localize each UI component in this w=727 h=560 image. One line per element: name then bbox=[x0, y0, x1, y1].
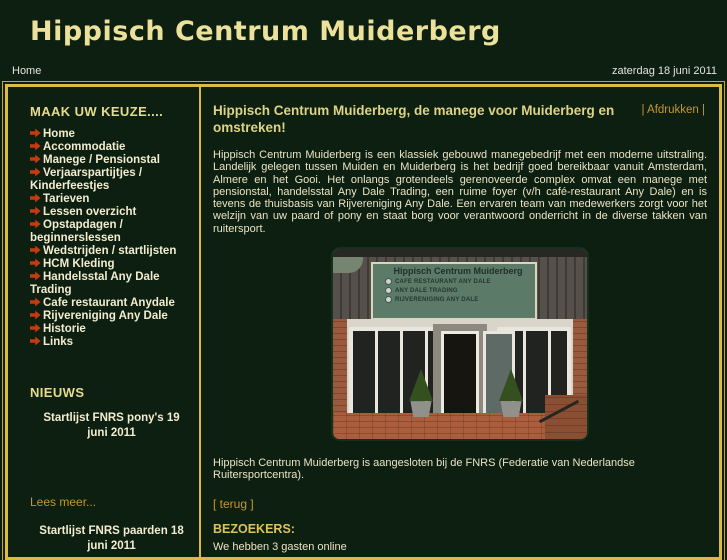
site-title: Hippisch Centrum Muiderberg bbox=[30, 16, 501, 47]
sidebar-item-label: Verjaarspartijtjes / Kinderfeestjes bbox=[30, 167, 143, 192]
sidebar-item-cafe-restaurant[interactable] bbox=[30, 297, 193, 310]
sidebar-item-label: Rijvereniging Any Dale bbox=[43, 310, 168, 322]
menu-heading: MAAK UW KEUZE.... bbox=[30, 104, 164, 119]
arrow-icon bbox=[30, 297, 41, 307]
sidebar-item-verjaarspartijtjes[interactable] bbox=[30, 167, 193, 193]
arrow-icon bbox=[30, 128, 41, 138]
photo-roof-ridge bbox=[333, 249, 587, 257]
photo-sign-line-label: CAFE RESTAURANT ANY DALE bbox=[395, 278, 491, 285]
sidebar-item-tarieven[interactable] bbox=[30, 193, 193, 206]
main-menu bbox=[30, 128, 193, 349]
photo-sign-line-label: ANY DALE TRADING bbox=[395, 287, 458, 294]
sign-bullet-icon bbox=[385, 296, 392, 303]
top-bar bbox=[0, 47, 727, 80]
sidebar-item-lessen-overzicht[interactable] bbox=[30, 206, 193, 219]
home-link[interactable]: Home bbox=[12, 65, 42, 77]
news-item-ponys[interactable]: Startlijst FNRS pony's 19 juni 2011 bbox=[43, 412, 180, 439]
sidebar-item-label: Handelsstal Any Dale Trading bbox=[30, 271, 160, 296]
sidebar-item-label: Wedstrijden / startlijsten bbox=[43, 245, 177, 257]
sign-bullet-icon bbox=[385, 278, 392, 285]
arrow-icon bbox=[30, 206, 41, 216]
photo-front-door bbox=[441, 331, 479, 423]
sidebar-item-label: Opstapdagen / beginnerslessen bbox=[30, 219, 123, 244]
arrow-icon bbox=[30, 258, 41, 268]
sidebar-item-label: Home bbox=[43, 128, 75, 140]
print-link[interactable]: | Afdrukken | bbox=[641, 104, 705, 116]
sidebar-item-label: Historie bbox=[43, 323, 86, 335]
photo-brick-wall-left bbox=[333, 319, 347, 417]
read-more-link[interactable]: Lees meer... bbox=[30, 495, 97, 509]
content-frame bbox=[5, 84, 722, 560]
arrow-icon bbox=[30, 219, 41, 229]
sidebar-item-label: Accommodatie bbox=[43, 141, 126, 153]
fnrs-caption: Hippisch Centrum Muiderberg is aangesloten bij de FNRS (Federatie van Nederlandse Ruitersportcentra). bbox=[213, 457, 635, 482]
sidebar-item-label: Links bbox=[43, 336, 74, 348]
sidebar-item-home[interactable] bbox=[30, 128, 193, 141]
sidebar-item-label: Cafe restaurant Anydale bbox=[43, 297, 175, 309]
photo-sign-line bbox=[385, 287, 531, 294]
photo-sign bbox=[371, 262, 537, 320]
visitors-heading: BEZOEKERS: bbox=[213, 522, 295, 537]
sidebar-item-label: Lessen overzicht bbox=[43, 206, 137, 218]
sidebar-item-wedstrijden[interactable] bbox=[30, 245, 193, 258]
sidebar-item-hcm-kleding[interactable] bbox=[30, 258, 193, 271]
photo-sign-line bbox=[385, 278, 531, 285]
back-link[interactable]: [ terug ] bbox=[213, 497, 254, 512]
arrow-icon bbox=[30, 271, 41, 281]
sidebar-item-accommodatie[interactable] bbox=[30, 141, 193, 154]
arrow-icon bbox=[30, 336, 41, 346]
arrow-icon bbox=[30, 310, 41, 320]
arrow-icon bbox=[30, 323, 41, 333]
arrow-icon bbox=[30, 154, 41, 164]
sidebar-item-manege-pensionstal[interactable] bbox=[30, 154, 193, 167]
sidebar-item-label: Tarieven bbox=[43, 193, 90, 205]
arrow-icon bbox=[30, 167, 41, 177]
article-header bbox=[213, 102, 707, 136]
sidebar-item-label: HCM Kleding bbox=[43, 258, 115, 270]
news-item-paarden[interactable]: Startlijst FNRS paarden 18 juni 2011 bbox=[39, 525, 184, 552]
sign-bullet-icon bbox=[385, 287, 392, 294]
sidebar bbox=[8, 87, 201, 557]
photo-sign-title: Hippisch Centrum Muiderberg bbox=[393, 266, 523, 277]
sidebar-item-rijvereniging[interactable] bbox=[30, 310, 193, 323]
article-intro: Hippisch Centrum Muiderberg is een klassiek gebouwd manegebedrijf met een moderne uitstraling. Landelijk gelegen tussen Muiden en Muiderberg is het bedrijf goed bereikbaar vanuit Amsterdam, Almere en het Gooi. Het onlangs grotendeels gerenoveerde complex omvat een manege met pensionstal, handelsstal Any Dale Trading, een ruime foyer (v/h café-restaurant Any Dale) en is tevens de thuisbasis van Rijvereniging Any Dale. Een ervaren team van medewerkers zorgt voor het welzijn van uw paard of pony en staat borg voor verantwoord onderricht in de diverse takken van ruitersport. bbox=[213, 149, 707, 235]
building-photo bbox=[331, 247, 589, 441]
sidebar-item-links[interactable] bbox=[30, 336, 193, 349]
news-heading: NIEUWS bbox=[30, 385, 85, 400]
arrow-icon bbox=[30, 193, 41, 203]
visitors-count: We hebben 3 gasten online bbox=[213, 541, 347, 554]
photo-sign-line-label: RIJVERENIGING ANY DALE bbox=[395, 296, 479, 303]
photo-sign-line bbox=[385, 296, 531, 303]
sidebar-item-opstapdagen[interactable] bbox=[30, 219, 193, 245]
photo-bush-right bbox=[499, 369, 523, 401]
current-date: zaterdag 18 juni 2011 bbox=[612, 65, 717, 77]
arrow-icon bbox=[30, 141, 41, 151]
sidebar-item-handelsstal[interactable] bbox=[30, 271, 193, 297]
sidebar-item-historie[interactable] bbox=[30, 323, 193, 336]
arrow-icon bbox=[30, 245, 41, 255]
main-content bbox=[201, 87, 719, 557]
article-title: Hippisch Centrum Muiderberg, de manege voor Muiderberg en omstreken! bbox=[213, 103, 615, 135]
photo-bush-left bbox=[409, 369, 433, 401]
sidebar-item-label: Manege / Pensionstal bbox=[43, 154, 160, 166]
